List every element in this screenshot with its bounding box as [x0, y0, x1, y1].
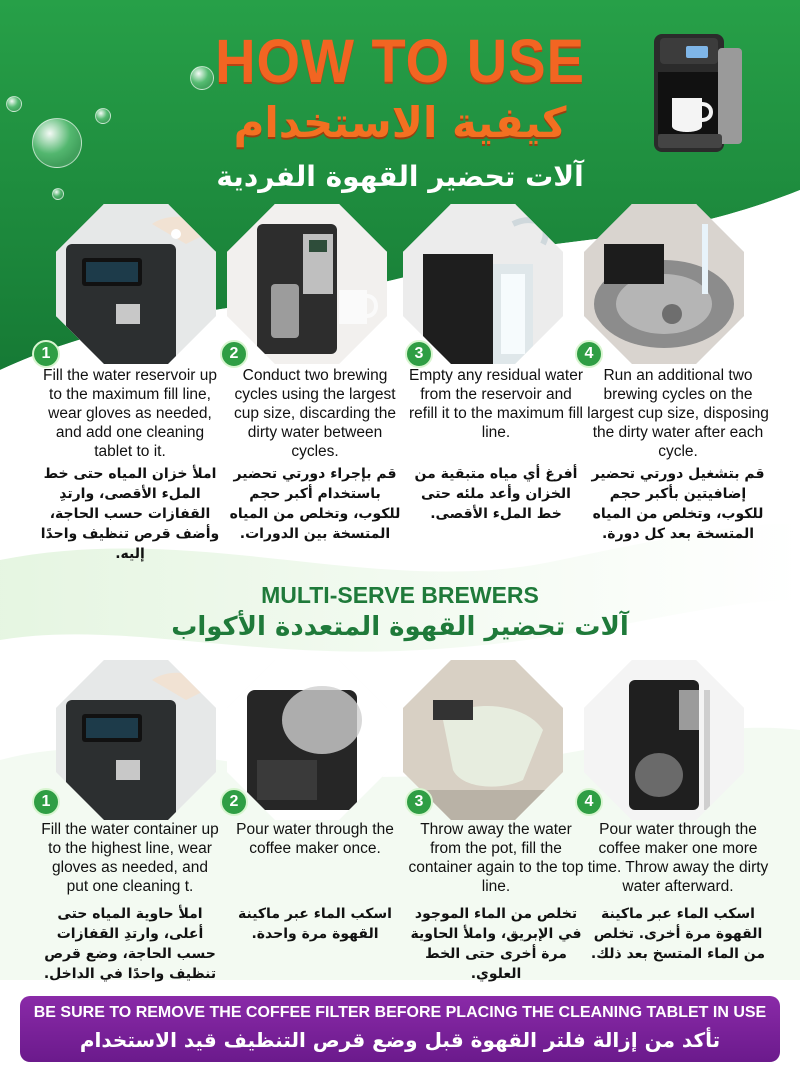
multi-step-3-badge: 3 — [405, 788, 433, 816]
multi-step-1-badge: 1 — [32, 788, 60, 816]
page-title-arabic: كيفية الاستخدام — [233, 98, 567, 147]
multi-step-3-text-ar: تخلص من الماء الموجود في الإبريق، واملأ الحاوية مرة أخرى حتى الخط العلوي. — [410, 906, 582, 982]
multi-step-2-photo — [227, 660, 387, 820]
step-2-text-ar: قم بإجراء دورتي تحضير باستخدام أكبر حجم للكوب، وتخلص من المياه المتسخة بين الدورات. — [229, 466, 401, 542]
bubble-decoration — [6, 96, 22, 112]
multi-step-1-text-ar: املأ حاوية المياه حتى أعلى، وارتدِ القفازات حسب الحاجة، وضع قرص تنظيف واحدًا في الداخل. — [43, 906, 217, 982]
single-serve-subtitle: آلات تحضير القهوة الفردية — [216, 160, 584, 193]
warning-banner-text-en: BE SURE TO REMOVE THE COFFEE FILTER BEFORE PLACING THE CLEANING TABLET IN USE — [33, 1004, 767, 1021]
multi-serve-title-arabic: آلات تحضير القهوة المتعددة الأكواب — [171, 612, 629, 642]
step-2-photo — [227, 204, 387, 364]
multi-step-4-badge: 4 — [575, 788, 603, 816]
step-4-text-ar: قم بتشغيل دورتي تحضير إضافيتين بأكبر حجم للكوب، وتخلص من المياه المتسخة بعد كل دورة. — [591, 466, 765, 542]
step-1-text-ar: املأ خزان المياه حتى خط الملء الأقصى، وارتدِ القفازات حسب الحاجة، وأضف قرص تنظيف واحدًا إليه. — [40, 466, 220, 562]
step-1-badge: 1 — [32, 340, 60, 368]
step-2-text-en: Conduct two brewing cycles using the largest cup size, discarding the dirty water between cycles. — [234, 367, 396, 460]
multi-step-3-text-en: Throw away the water from the pot, fill the container again to the top line. — [408, 821, 584, 895]
warning-banner-text-ar: تأكد من إزالة فلتر القهوة قبل وضع قرص التنظيف قيد الاستخدام — [79, 1028, 721, 1052]
coffee-machine-illustration — [636, 28, 756, 158]
multi-step-2-text-ar: اسكب الماء عبر ماكينة القهوة مرة واحدة. — [238, 906, 392, 942]
step-3-photo — [403, 204, 563, 364]
step-4-photo — [584, 204, 744, 364]
bubble-decoration — [32, 118, 82, 168]
step-4-text-en: Run an additional two brewing cycles on the largest cup size, disposing the dirty water after each cycle. — [587, 367, 769, 460]
multi-serve-title: MULTI-SERVE BREWERS — [261, 582, 539, 608]
step-3-text-ar: أفرغ أي مياه متبقية من الخزان وأعد ملئه حتى خط الملء الأقصى. — [414, 466, 578, 522]
bubble-decoration — [95, 108, 111, 124]
multi-step-2-badge: 2 — [220, 788, 248, 816]
multi-step-4-photo — [584, 660, 744, 820]
step-4-badge: 4 — [575, 340, 603, 368]
step-1-text-en: Fill the water reservoir up to the maximum fill line, wear gloves as needed, and add one cleaning tablet to it. — [42, 367, 217, 460]
step-1-photo — [56, 204, 216, 364]
multi-step-1-photo — [56, 660, 216, 820]
multi-step-4-text-en: Pour water through the coffee maker one more time. Throw away the dirty water afterward. — [587, 821, 769, 895]
step-3-badge: 3 — [405, 340, 433, 368]
step-2-badge: 2 — [220, 340, 248, 368]
step-3-text-en: Empty any residual water from the reservoir and refill it to the maximum fill line. — [408, 367, 584, 441]
multi-step-1-text-en: Fill the water container up to the highest line, wear gloves as needed, and put one cleaning t. — [41, 821, 219, 895]
multi-step-2-text-en: Pour water through the coffee maker once. — [236, 821, 394, 857]
page-title: HOW TO USE — [215, 25, 585, 96]
multi-step-4-text-ar: اسكب الماء عبر ماكينة القهوة مرة أخرى. تخلص من الماء المتسخ بعد ذلك. — [590, 906, 766, 962]
bubble-decoration — [52, 188, 64, 200]
